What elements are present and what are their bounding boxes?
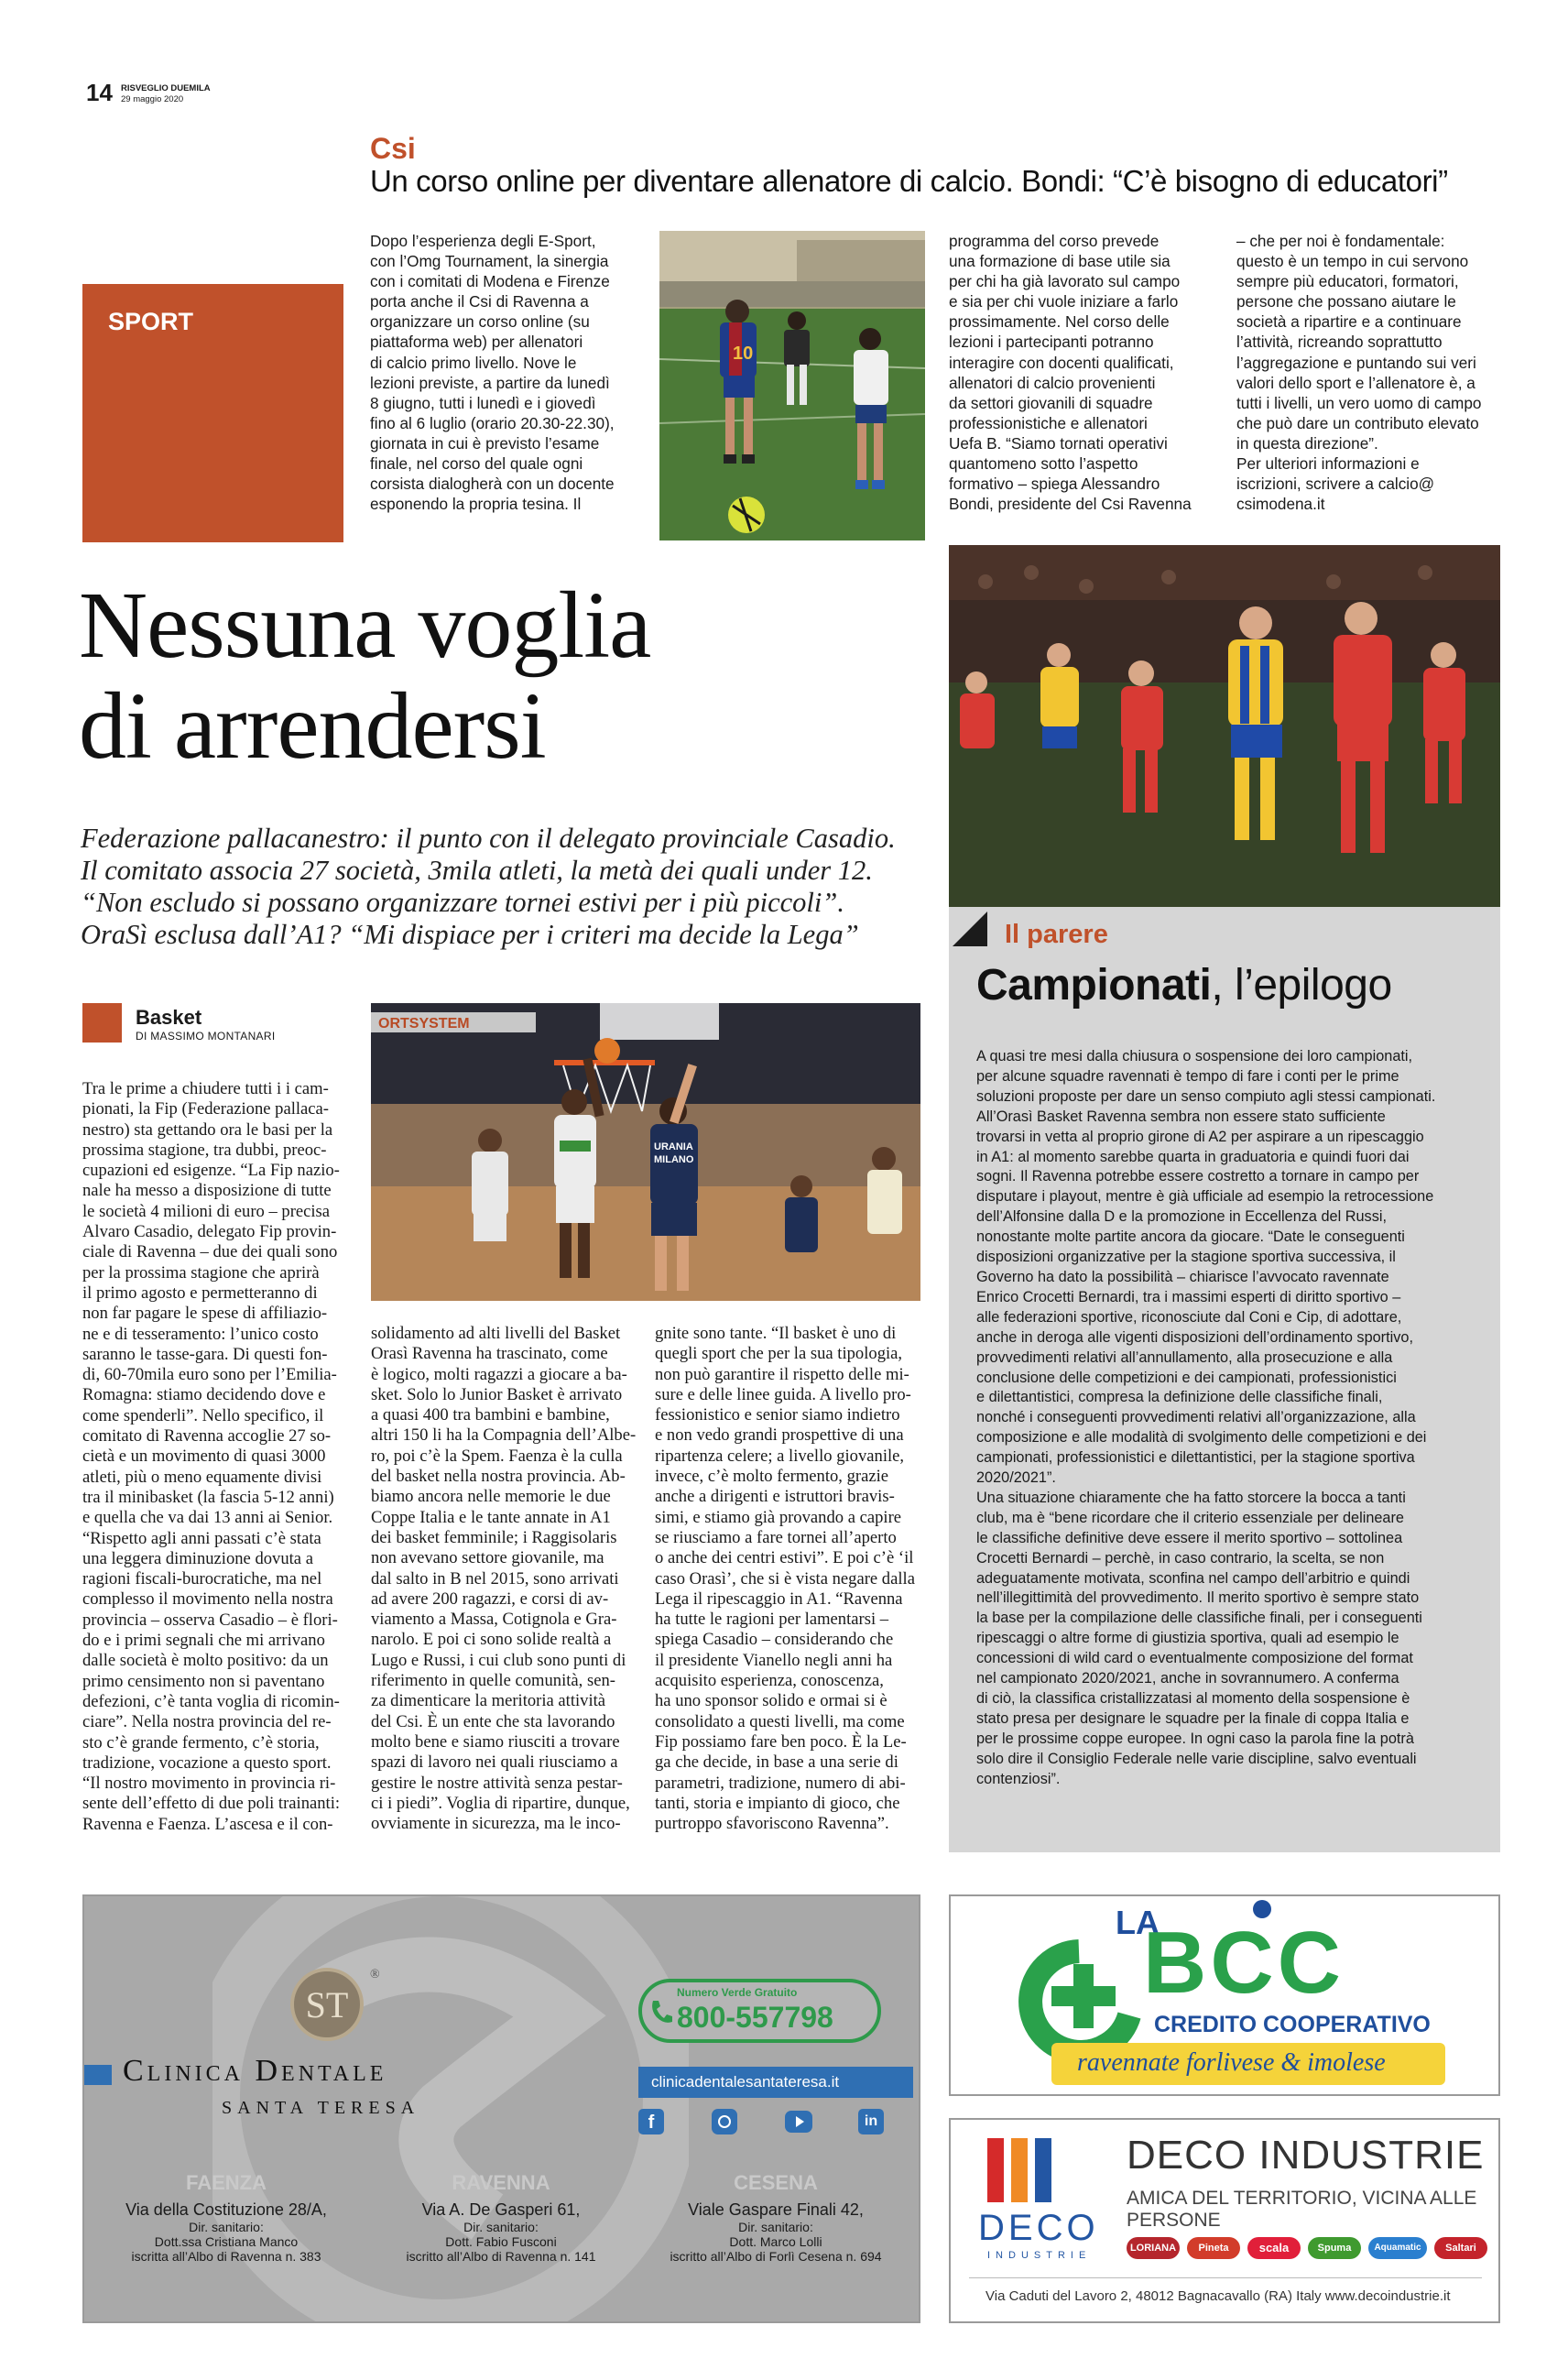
location-address: Via della Costituzione 28/A, <box>125 2200 327 2219</box>
ad-bcc[interactable] <box>949 1894 1500 2096</box>
location-address: Viale Gaspare Finali 42, <box>688 2200 864 2219</box>
text-line: Tra le prime a chiudere tutti i i cam- <box>82 1079 329 1098</box>
location-cesena <box>634 2171 918 2264</box>
clinic-logo <box>290 1968 364 2041</box>
text-line: il primo agosto e permetteranno di <box>82 1283 318 1303</box>
text-line: ha tutte le ragioni per lamentarsi – <box>655 1610 889 1630</box>
text-line: consolidato a questi livelli, ma come <box>655 1711 905 1731</box>
text-line: nonostante molte partite ancora da giocare. “Date le conseguenti <box>976 1228 1405 1246</box>
phone-label: Numero Verde Gratuito <box>677 1986 798 1999</box>
subhead-line: Il comitato associa 27 società, 3mila atleti, la metà dei quali under 12. <box>81 855 873 886</box>
deco-logo-bar-blue <box>1035 2138 1051 2202</box>
text-line: tutti i livelli, un vero uomo di campo <box>1236 393 1482 412</box>
text-line: di, 60-70mila euro sono per l’Emilia- <box>82 1365 337 1385</box>
text-line: che può dare un contributo elevato <box>1236 413 1479 432</box>
text-line: fessionistico e senior siamo indietro <box>655 1405 900 1425</box>
text-line: purtroppo sfavoriscono Ravenna”. <box>655 1814 889 1834</box>
opinion-title-rest: , l’epilogo <box>1211 961 1392 1010</box>
location-doctor: Dott. Fabio Fusconi <box>445 2234 557 2249</box>
text-line: molto bene e siamo riusciti a trovare <box>371 1731 620 1752</box>
text-line: quegli sport che per la sua tipologia, <box>655 1344 903 1364</box>
youtube-icon[interactable] <box>785 2111 812 2133</box>
text-line: disposizioni organizzative per la stagione sportiva successiva, il <box>976 1249 1396 1266</box>
deco-logo-bar-red <box>987 2138 1004 2202</box>
deco-logo-sub: INDUSTRIE <box>987 2250 1092 2261</box>
text-line: società a ripartire e a continuare <box>1236 312 1462 332</box>
text-line: narolo. E poi ci sono solide realtà a <box>371 1630 612 1650</box>
location-dir: Dir. sanitario: <box>189 2220 264 2234</box>
text-line: l’aggregazione e puntando sui veri <box>1236 353 1476 372</box>
main-article-col3 <box>655 1324 925 1834</box>
text-line: organizzare un corso online (su <box>370 312 590 332</box>
deco-logo-bar-orange <box>1011 2138 1028 2202</box>
text-line: altri 150 li ha la Compagnia dell’Albe- <box>371 1425 637 1446</box>
text-line: valori dello sport e l’allenatore è, a <box>1236 373 1475 392</box>
text-line: per la prossima stagione che aprirà <box>82 1262 320 1283</box>
text-line: comitato di Ravenna accoglie 27 so- <box>82 1426 332 1447</box>
location-city: RAVENNA <box>452 2171 550 2194</box>
text-line: sure e delle linee guida. A livello pro- <box>655 1384 911 1404</box>
location-reg: iscritta all’Albo di Ravenna n. 383 <box>131 2249 321 2264</box>
text-line: Lugo e Russi, i cui club sono punti di <box>371 1650 626 1670</box>
text-line: gnite sono tante. “Il basket è uno di <box>655 1324 897 1343</box>
text-line: professionistiche e allenatori <box>949 413 1148 432</box>
location-reg: iscritto all’Albo di Ravenna n. 141 <box>406 2249 596 2264</box>
instagram-icon[interactable] <box>712 2109 737 2134</box>
main-article-col2 <box>371 1324 637 1834</box>
text-line: e non vedo grandi prospettive di una <box>655 1425 904 1446</box>
registered-mark: ® <box>370 1968 380 1982</box>
text-line: saranno le tasse-gara. Di questi fon- <box>82 1344 328 1364</box>
text-line: invece, c’è molto fermento, grazie <box>655 1467 889 1487</box>
text-line: acquisito esperienza, conoscenza, <box>655 1671 884 1691</box>
brand-badge: Pineta <box>1187 2237 1240 2259</box>
text-line: una formazione di base utile sia <box>949 252 1171 271</box>
text-line: “Il nostro movimento in provincia ri- <box>82 1774 336 1794</box>
text-line: ovviamente in sicurezza, ma le inco- <box>371 1814 621 1834</box>
text-line: anche in deroga alle vigenti disposizioni dell’ordinamento sportivo, <box>976 1328 1413 1346</box>
main-article-col1 <box>82 1079 389 1835</box>
text-line: pionati, la Fip (Federazione pallaca- <box>82 1099 329 1119</box>
text-line: provincia – osserva Casadio – è flori- <box>82 1610 338 1630</box>
text-line: per le prossime coppe europee. In ogni caso la parola fine la potrà <box>976 1730 1414 1747</box>
text-line: finale, nel corso del quale ogni <box>370 454 583 474</box>
text-line: o anche dei centri estivi”. E poi c’è ‘il <box>655 1548 914 1568</box>
page-header <box>86 79 269 110</box>
text-line: Una situazione chiaramente che ha fatto storcere la bocca a tanti <box>976 1489 1406 1506</box>
section-label: SPORT <box>108 308 194 335</box>
text-line: lezioni i partecipanti potranno <box>949 333 1154 352</box>
text-line: del basket nella nostra provincia. Ab- <box>371 1467 626 1487</box>
text-line: giornata in cui è previsto l’esame <box>370 433 600 453</box>
text-line: biamo ancora nelle memorie le due <box>371 1487 611 1507</box>
brand-badge: scala <box>1247 2237 1301 2259</box>
text-line: anche a dirigenti e istruttori bravis- <box>655 1487 895 1507</box>
svg-text:10: 10 <box>733 344 754 364</box>
text-line: la base per la compilazione delle classifiche finali, per i conseguenti <box>976 1610 1422 1627</box>
headline-line: Nessuna voglia <box>79 573 651 678</box>
text-line: disputare i playout, mentre è già ufficiale ad esempio la retrocessione <box>976 1188 1434 1206</box>
linkedin-icon[interactable]: in <box>858 2109 884 2134</box>
deco-title: DECO INDUSTRIE <box>1127 2133 1485 2178</box>
svg-text:ST: ST <box>305 1984 349 2025</box>
text-line: e quella che va dai 13 anni ai Senior. <box>82 1508 333 1528</box>
location-dir: Dir. sanitario: <box>463 2220 539 2234</box>
location-dir: Dir. sanitario: <box>738 2220 813 2234</box>
top-article-kicker: Csi <box>370 132 416 165</box>
text-line: concessioni di wild card o eventualmente composizione del format <box>976 1650 1413 1667</box>
bcc-tagline: ravennate forlivese & imolese <box>1077 2048 1386 2077</box>
text-line: formativo – spiega Alessandro <box>949 475 1160 494</box>
text-line: di ciò, la classifica cristallizzatasi al momento della sospensione è <box>976 1690 1410 1707</box>
clinic-brand-name: Clinica Dentale <box>123 2054 387 2088</box>
text-line: spiega Casadio – considerando che <box>655 1630 894 1650</box>
text-line: Crocetti Bernardi – perchè, in caso contrario, la scelta, se non <box>976 1549 1385 1567</box>
text-line: Lega il ripescaggio in A1. “Ravenna <box>655 1588 903 1609</box>
text-line: il presidente Vianello negli anni ha <box>655 1650 893 1670</box>
text-line: nestro) sta gettando ora le basi per la <box>82 1119 333 1140</box>
text-line: Enrico Crocetti Bernardi, tra i massimi esperti di diritto sportivo – <box>976 1288 1401 1305</box>
text-line: primo censimento non si paventano <box>82 1671 325 1691</box>
text-line: contenziosi”. <box>976 1770 1061 1787</box>
text-line: Governo ha dato la possibilità – chiarisce l’avvocato ravennate <box>976 1268 1389 1285</box>
text-line: porta anche il Csi di Ravenna a <box>370 292 589 311</box>
text-line: Alvaro Casadio, delegato Fip provin- <box>82 1222 337 1242</box>
text-line: stato presa per designare le squadre per la finale di coppa Italia e <box>976 1709 1410 1727</box>
subhead-line: OraSì esclusa dall’A1? “Mi dispiace per i criteri ma decide la Lega” <box>81 919 859 950</box>
top-article-col3 <box>1236 231 1511 514</box>
ad-clinica-dentale[interactable] <box>82 1894 920 2323</box>
text-line: cupazioni ed esigenze. “La Fip nazio- <box>82 1161 340 1181</box>
text-line: za dimenticare la meritoria attività <box>371 1691 606 1711</box>
text-line: atleti, più o meno equamente divisi <box>82 1467 322 1487</box>
text-line: All’Orasì Basket Ravenna sembra non essere stato sufficiente <box>976 1108 1386 1125</box>
text-line: defezioni, c’è tanta voglia di ricomin- <box>82 1691 340 1711</box>
text-line: di calcio primo livello. Nove le <box>370 353 577 372</box>
phone-badge[interactable] <box>638 1979 881 2043</box>
text-line: ripescaggi o altre forme di giustizia sportiva, quali ad esempio le <box>976 1630 1399 1647</box>
text-line: Ravenna e Faenza. L’ascesa e il con- <box>82 1814 333 1834</box>
text-line: parametri, tradizione, numero di abi- <box>655 1773 906 1793</box>
text-line: gestire le nostre attività senza pestar- <box>371 1773 623 1793</box>
opinion-title <box>976 960 1392 1010</box>
text-line: persone che possano aiutare le <box>1236 292 1456 311</box>
main-headline <box>79 575 958 777</box>
deco-footer: Via Caduti del Lavoro 2, 48012 Bagnacavallo (RA) Italy www.decoindustrie.it <box>985 2288 1451 2304</box>
text-line: fino al 6 luglio (orario 20.30-22.30), <box>370 413 615 432</box>
text-line: in A1: al momento sarebbe quarta in graduatoria e quindi fuori dai <box>976 1148 1410 1165</box>
website-link[interactable]: clinicadentalesantateresa.it <box>638 2067 913 2098</box>
bcc-la: LA <box>1116 1904 1160 1941</box>
text-line: campionati, professionistici e dilettantistici, per la stagione sportiva <box>976 1449 1415 1467</box>
text-line: nel campionato 2020/2021, anche in sovrannumero. A conferma <box>976 1670 1399 1687</box>
text-line: solo dire il Consiglio Federale nelle varie discipline, salvo eventuali <box>976 1750 1417 1767</box>
svg-text:ORTSYSTEM: ORTSYSTEM <box>378 1016 470 1032</box>
top-article-col1 <box>370 231 650 514</box>
text-line: non avevano settore giovanile, ma <box>371 1548 604 1568</box>
headline-line: di arrendersi <box>79 673 546 779</box>
phone-number[interactable]: 800-557798 <box>677 2001 833 2034</box>
section-tab <box>82 284 343 542</box>
text-line: Romagna: stiamo decidendo dove e <box>82 1385 326 1405</box>
text-line: del Csi. È un ente che sta lavorando <box>371 1711 615 1731</box>
text-line: trovarsi in vetta al proprio girone di A2 per aspirare a un ripescaggio <box>976 1128 1424 1145</box>
text-line: A quasi tre mesi dalla chiusura o sospensione dei loro campionati, <box>976 1048 1413 1064</box>
deco-footer-divider <box>969 2277 1482 2278</box>
text-line: sket. Solo lo Junior Basket è arrivato <box>371 1384 623 1404</box>
location-faenza <box>84 2171 368 2264</box>
brand-badge: LORIANA <box>1127 2237 1180 2259</box>
opinion-body <box>976 1047 1489 1790</box>
text-line: do e i primi segnali che mi arrivano <box>82 1631 325 1651</box>
brand-badge: Aquamatic <box>1368 2237 1427 2259</box>
phone-icon <box>648 1997 673 2026</box>
text-line: sogni. Il Ravenna potrebbe essere costretto a tornare in campo per <box>976 1168 1420 1185</box>
text-line: interagire con docenti qualificati, <box>949 353 1174 372</box>
text-line: dell’Alfonsine dalla D e la promozione in Eccellenza del Russi, <box>976 1208 1387 1226</box>
brand-accent-bar <box>84 2065 112 2085</box>
text-line: programma del corso prevede <box>949 232 1160 250</box>
text-line: Coppe Italia e le tante annate in A1 <box>371 1507 611 1527</box>
text-line: ragioni fiscali-burocratiche, ma nel <box>82 1569 322 1589</box>
location-city: CESENA <box>734 2171 818 2194</box>
main-subhead <box>81 823 951 951</box>
text-line: simi, e stiamo già provando a capire <box>655 1507 902 1527</box>
text-line: ne e di tesseramento: l’unico costo <box>82 1324 319 1344</box>
text-line: sempre più educatori, formatori, <box>1236 272 1459 291</box>
text-line: se riusciamo a fare tornei all’aperto <box>655 1527 897 1547</box>
text-line: una leggera diminuzione dovuta a <box>82 1548 313 1568</box>
text-line: l’attività, ricreando soprattutto <box>1236 333 1443 352</box>
top-article-col2 <box>949 231 1224 514</box>
text-line: esponendo la propria tesina. Il <box>370 495 582 514</box>
text-line: come spenderli”. Nello specifico, il <box>82 1405 324 1425</box>
text-line: conclusione delle competizioni e dei campionati, professionistici <box>976 1369 1397 1386</box>
text-line: Orasì Ravenna ha trascinato, come <box>371 1344 608 1364</box>
deco-brand-row <box>1127 2232 1493 2265</box>
text-line: caso Orasì’, che si è vista negare dalla <box>655 1568 915 1588</box>
issue-date: 29 maggio 2020 <box>121 94 184 104</box>
text-line: complesso il movimento nella nostra <box>82 1589 333 1610</box>
text-line: tra il minibasket (la fascia 5-12 anni) <box>82 1487 334 1507</box>
text-line: non far pagare le spese di affiliazio- <box>82 1304 328 1324</box>
facebook-icon[interactable]: f <box>638 2109 664 2134</box>
text-line: le classifiche definitive deve essere il merito sportivo – sottolinea <box>976 1529 1403 1546</box>
text-line: ro, poi c’è la Spem. Faenza è la culla <box>371 1446 623 1466</box>
text-line: da settori giovanili di squadre <box>949 393 1153 412</box>
location-ravenna <box>359 2171 643 2264</box>
text-line: dei basket femminile; i Raggisolaris <box>371 1527 617 1547</box>
ad-deco[interactable] <box>949 2118 1500 2323</box>
text-line: Bondi, presidente del Csi Ravenna <box>949 495 1192 514</box>
text-line: con l’Omg Tournament, la sinergia <box>370 252 609 271</box>
text-line: club, ma è “bene ricordare che il criterio essenziale per delineare <box>976 1509 1404 1526</box>
text-line: a quasi 400 tra bambini e bambine, <box>371 1405 610 1425</box>
bcc-subtitle: CREDITO COOPERATIVO <box>1154 2012 1431 2037</box>
subhead-line: “Non escludo si possano organizzare tornei estivi per i più piccoli”. <box>81 887 844 918</box>
opinion-title-bold: Campionati <box>976 961 1212 1010</box>
text-line: spazi di lavoro nei quali riusciamo a <box>371 1752 618 1773</box>
text-line: per alcune squadre ravennati è tempo di fare i conti per le prime <box>976 1067 1399 1085</box>
text-line: Fip possiamo fare ben poco. È la Le- <box>655 1731 907 1752</box>
text-line: Per ulteriori informazioni e <box>1236 454 1420 474</box>
text-line: allenatori di calcio provenienti <box>949 373 1156 392</box>
basketball-photo <box>371 1003 920 1301</box>
subhead-line: Federazione pallacanestro: il punto con il delegato provinciale Casadio. <box>81 823 896 854</box>
text-line: con i comitati di Modena e Firenze <box>370 272 610 291</box>
brand-badge: Spuma <box>1308 2237 1361 2259</box>
kids-football-photo <box>659 231 925 540</box>
location-address: Via A. De Gasperi 61, <box>421 2200 581 2219</box>
text-line: dalle società è molto positivo: da un <box>82 1651 329 1671</box>
clinic-brand-sub: SANTA TERESA <box>222 2098 420 2118</box>
opinion-corner-marker <box>953 912 987 946</box>
location-doctor: Dott. Marco Lolli <box>729 2234 822 2249</box>
bcc-brand: BCC <box>1143 1914 1345 2012</box>
text-line: lezioni previste, a partire da lunedì <box>370 373 610 392</box>
deco-slogan: AMICA DEL TERRITORIO, VICINA ALLE PERSONE <box>1127 2188 1477 2231</box>
article-section-label: Basket <box>136 1006 202 1029</box>
text-line: sto c’è grande fermento, c’è storia, <box>82 1732 320 1752</box>
location-doctor: Dott.ssa Cristiana Manco <box>154 2234 299 2249</box>
text-line: ripartenza celere; a livello giovanile, <box>655 1446 905 1466</box>
text-line: iscrizioni, scrivere a calcio@ <box>1236 475 1435 494</box>
text-line: e dilettantistici, compresa la definizione delle classifiche finali, <box>976 1389 1383 1406</box>
publication-name: RISVEGLIO DUEMILA <box>121 83 211 93</box>
text-line: adeguatamente motivata, sconfina nel campo dell’arbitrio e quindi <box>976 1569 1410 1587</box>
text-line: 2020/2021”. <box>976 1469 1056 1487</box>
text-line: quantomeno sotto l’aspetto <box>949 454 1138 474</box>
text-line: ha uno sponsor solido e ormai si è <box>655 1691 887 1711</box>
page-number: 14 <box>86 79 113 106</box>
brand-badge: Saltari <box>1434 2237 1487 2259</box>
text-line: alle federazioni sportive, riconosciute dal Coni e Cip, di adottare, <box>976 1308 1402 1326</box>
text-line: piattaforma web) per allenatori <box>370 333 583 352</box>
text-line: ci i piedi”. Voglia di ripartire, dunque, <box>371 1793 630 1813</box>
text-line: questo è un tempo in cui servono <box>1236 252 1469 271</box>
text-line: tanti, storia e impianto di gioco, che <box>655 1793 900 1813</box>
text-line: – che per noi è fondamentale: <box>1236 232 1445 250</box>
text-line: ciare”. Nella nostra provincia del re- <box>82 1712 332 1732</box>
top-article-headline: Un corso online per diventare allenatore di calcio. Bondi: “C’è bisogno di educatori” <box>370 164 1448 198</box>
text-line: nell’illegittimità del provvedimento. Il merito sportivo è sempre stato <box>976 1589 1420 1607</box>
jersey-text: URANIA MILANO <box>654 1141 694 1165</box>
text-line: riferimento in quelle comunità, sen- <box>371 1671 615 1691</box>
section-marker-square <box>82 1003 122 1043</box>
text-line: ciale di Ravenna – due dei quali sono <box>82 1242 338 1262</box>
text-line: nonché i conseguenti provvedimenti relativi all’organizzazione, alla <box>976 1409 1416 1426</box>
text-line: 8 giugno, tutti i lunedì e i giovedì <box>370 393 596 412</box>
text-line: viamento a Massa, Cotignola e Gra- <box>371 1610 617 1630</box>
text-line: tradizione, vocazione a questo sport. <box>82 1752 332 1773</box>
text-line: sente dell’effetto di due poli trainanti: <box>82 1794 341 1814</box>
deco-logo-word: DECO <box>978 2208 1099 2248</box>
text-line: provvedimenti relativi all’annullamento, alla prosecuzione e alla <box>976 1348 1393 1366</box>
text-line: per chi ha già lavorato sul campo <box>949 272 1181 291</box>
text-line: è logico, molti ragazzi a giocare a ba- <box>371 1364 627 1384</box>
text-line: prossima stagione, tra dubbi, preoc- <box>82 1140 327 1160</box>
location-reg: iscritto all’Albo di Forlì Cesena n. 694 <box>670 2249 882 2264</box>
text-line: ga che decide, in base a una serie di <box>655 1752 898 1773</box>
text-line: composizione e alle modalità di svolgimento delle competizioni e dei <box>976 1429 1427 1447</box>
text-line: csimodena.it <box>1236 495 1325 514</box>
text-line: nale ha messo a disposizione di tutte <box>82 1181 332 1201</box>
text-line: corsista dialogherà con un docente <box>370 475 615 494</box>
text-line: in questa direzione”. <box>1236 433 1378 453</box>
text-line: soluzioni proposte per dare un senso compiuto agli stessi campionati. <box>976 1087 1436 1105</box>
text-line: Uefa B. “Siamo tornati operativi <box>949 433 1168 453</box>
football-match-photo <box>949 545 1500 907</box>
text-line: non può garantire il rispetto delle mi- <box>655 1364 909 1384</box>
opinion-kicker: Il parere <box>1005 920 1108 949</box>
text-line: e sia per chi vuole iniziare a farlo <box>949 292 1179 311</box>
text-line: dal salto in B nel 2015, sono arrivati <box>371 1568 619 1588</box>
text-line: cietà e un movimento di quasi 3000 <box>82 1447 326 1467</box>
text-line: Dopo l’esperienza degli E-Sport, <box>370 232 596 250</box>
text-line: le società 4 milioni di euro – precisa <box>82 1201 331 1221</box>
text-line: solidamento ad alti livelli del Basket <box>371 1324 621 1343</box>
text-line: ad avere 200 ragazzi, e corsi di av- <box>371 1588 609 1609</box>
text-line: “Rispetto agli anni passati c’è stata <box>82 1528 321 1548</box>
article-byline: DI MASSIMO MONTANARI <box>136 1030 276 1043</box>
location-city: FAENZA <box>186 2171 267 2194</box>
text-line: prossimamente. Nel corso delle <box>949 312 1170 332</box>
